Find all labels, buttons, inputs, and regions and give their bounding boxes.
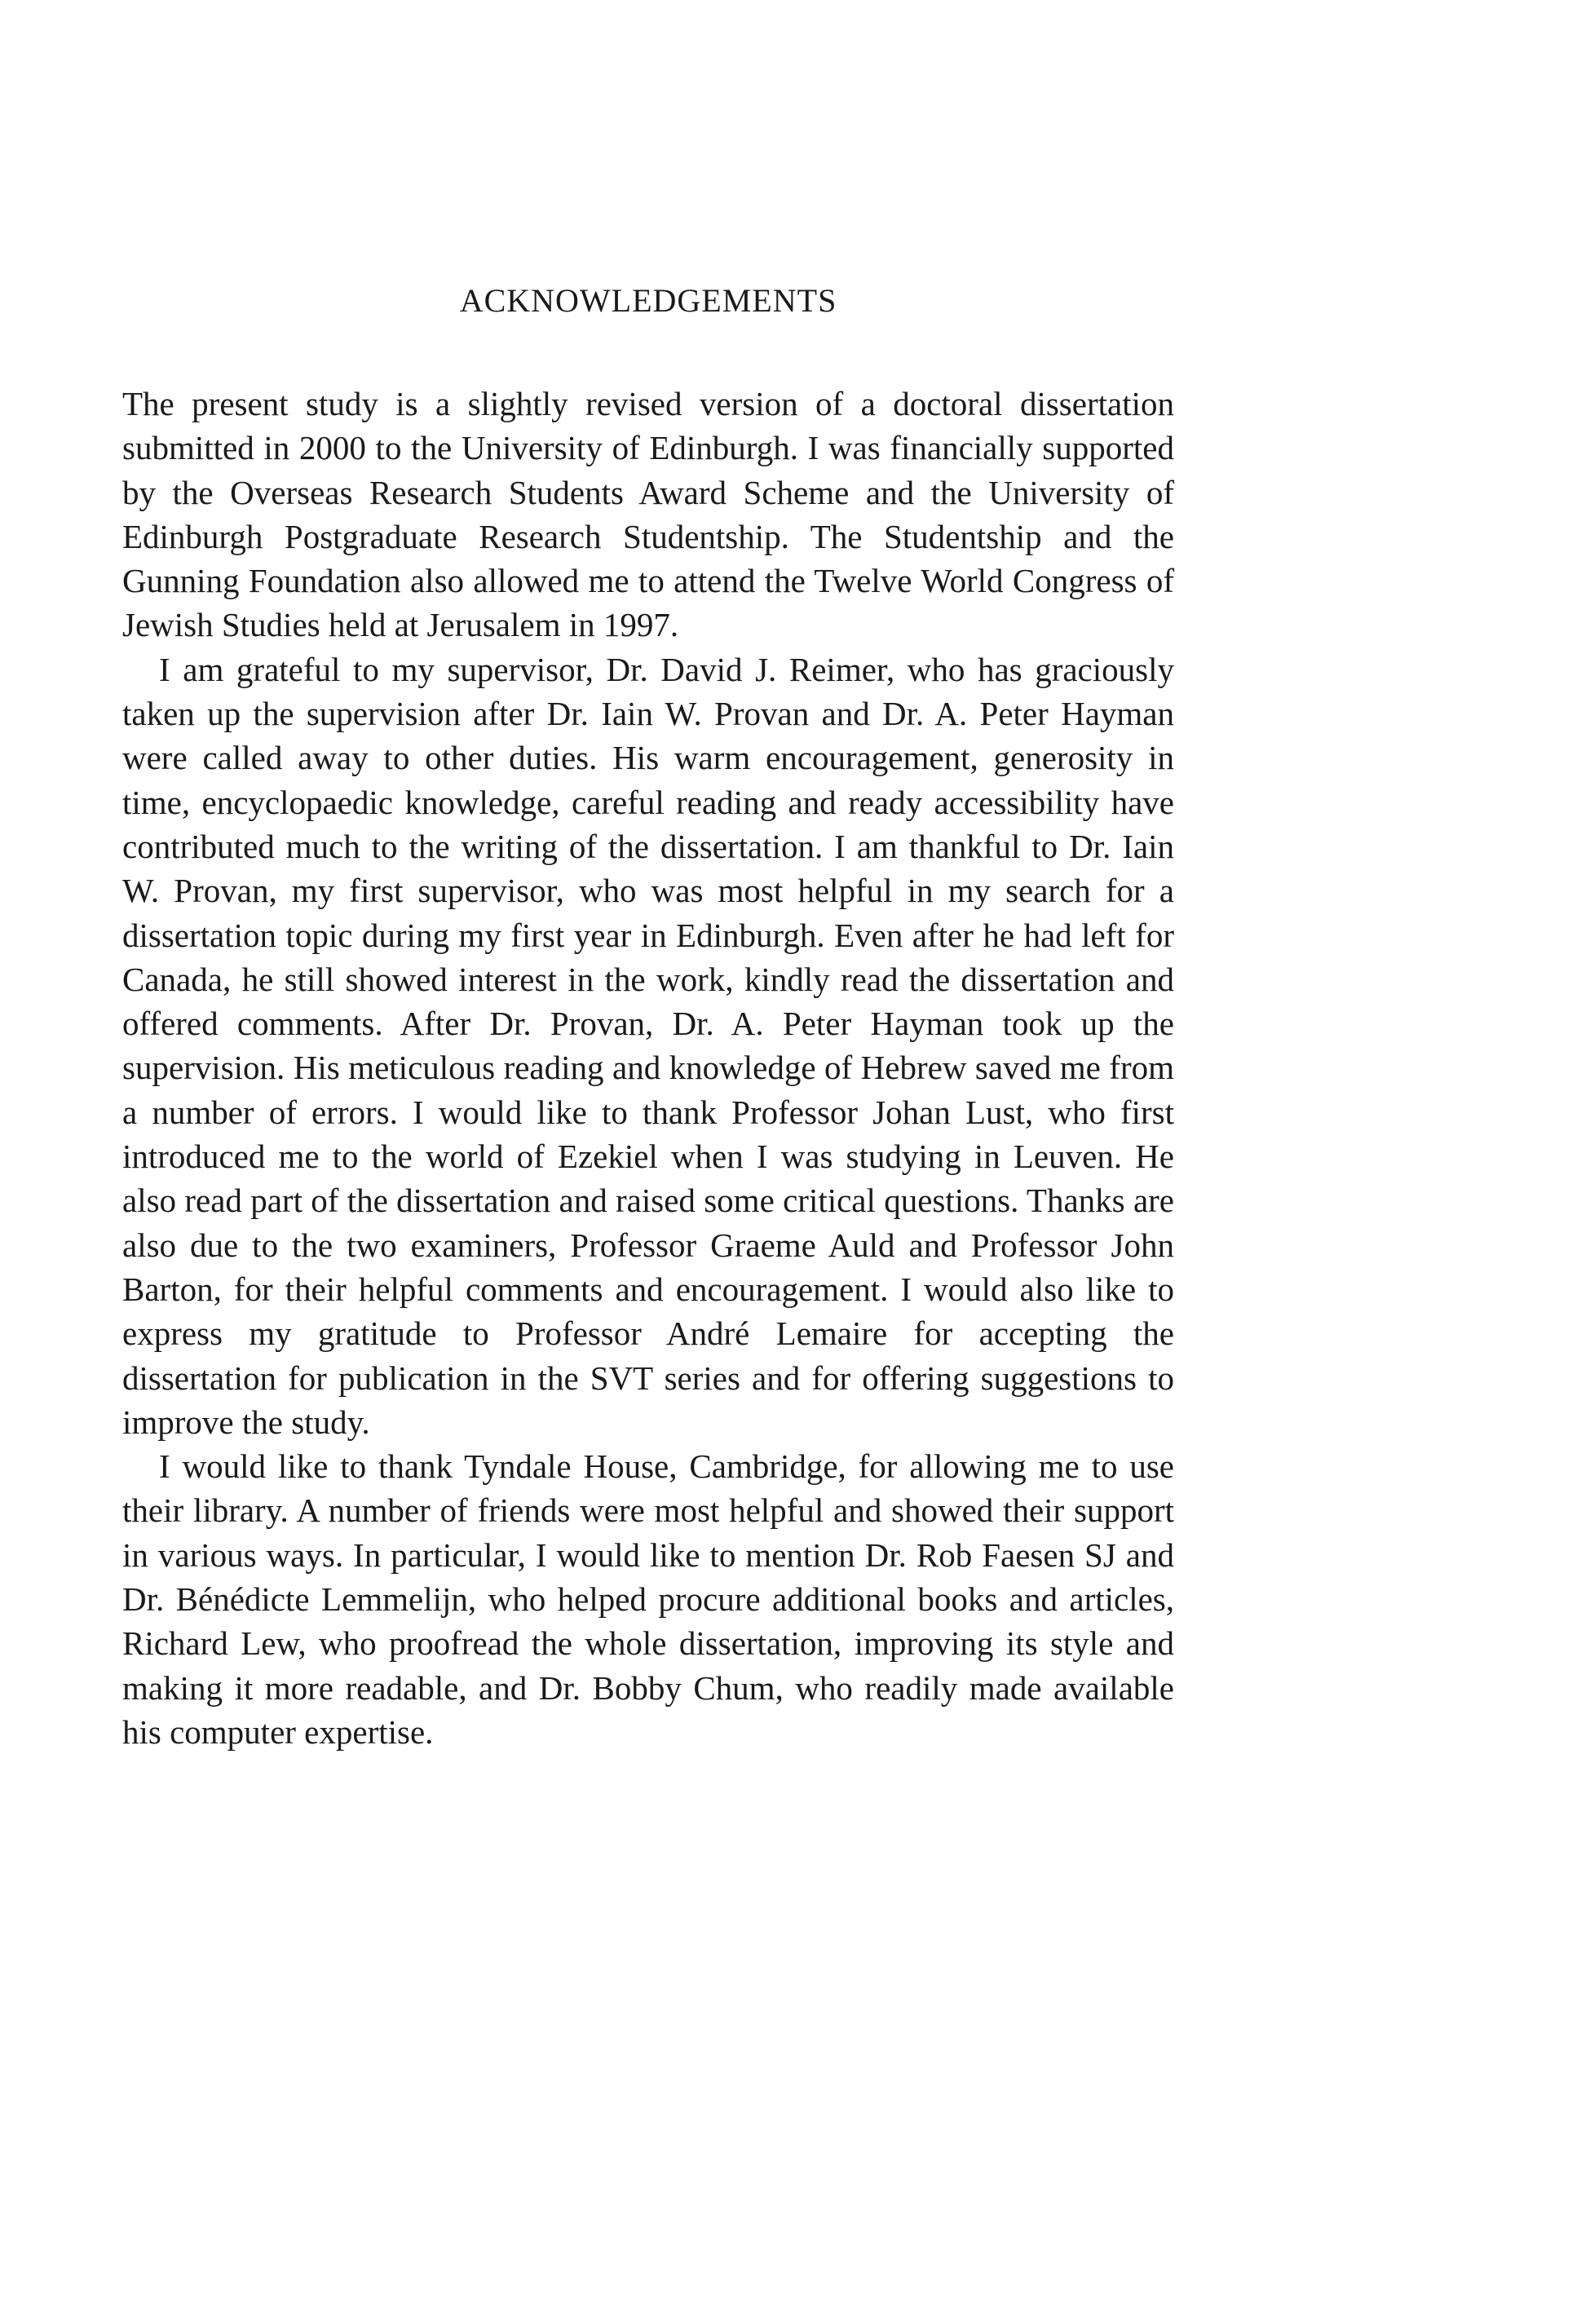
paragraph-3: I would like to thank Tyndale House, Cambridge, for allowing me to use their library. A number of friends were most helpful and showed their support in various ways. In particular, I would like to mention Dr. Rob Faesen SJ and Dr. Bénédicte Lemmelijn, who helped procure additional books and articles, Richard Lew, who proofread the whole dissertation, improving its style and making it more readable, and Dr. Bobby Chum, who readily made available his computer expertise. bbox=[122, 1447, 1174, 1751]
paragraph-1: The present study is a slightly revised version of a doctoral dissertation submitted in 2000 to the University of Edinburgh. I was financially supported by the Overseas Research Students Award Scheme and the University of Edinburgh Postgraduate Research Studentship. The Studentship and the Gunning Foundation also allowed me to attend the Twelve World Congress of Jewish Studies held at Jerusalem in 1997. bbox=[122, 385, 1174, 644]
paragraph-2: I am grateful to my supervisor, Dr. David J. Reimer, who has graciously taken up the supervision after Dr. Iain W. Provan and Dr. A. Peter Hayman were called away to other duties. His warm encouragement, generosity in time, encyclopaedic knowledge, careful reading and ready accessibility have contributed much to the writing of the dissertation. I am thankful to Dr. Iain W. Provan, my first supervisor, who was most helpful in my search for a dissertation topic during my first year in Edinburgh. Even after he had left for Canada, he still showed interest in the work, kindly read the dissertation and offered comments. After Dr. Provan, Dr. A. Peter Hayman took up the supervision. His meticulous reading and knowledge of Hebrew saved me from a number of errors. I would like to thank Professor Johan Lust, who first introduced me to the world of Ezekiel when I was studying in Leuven. He also read part of the dissertation and raised some critical questions. Thanks are also due to the two examiners, Professor Graeme Auld and Professor John Barton, for their helpful comments and encouragement. I would also like to express my gratitude to Professor André Lemaire for accepting the dissertation for publication in the SVT series and for offering suggestions to improve the study. bbox=[122, 650, 1174, 1441]
page-title: ACKNOWLEDGEMENTS bbox=[459, 282, 837, 319]
acknowledgements-page bbox=[122, 281, 1174, 1754]
